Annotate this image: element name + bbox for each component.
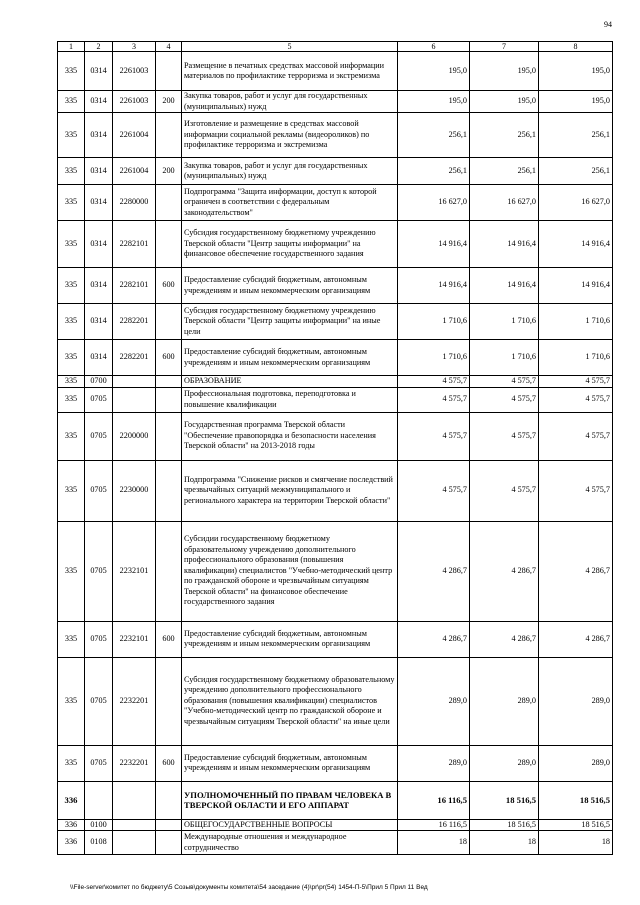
amount-cell: 4 286,7	[398, 621, 470, 657]
amount-cell: 195,0	[470, 52, 539, 91]
admin-code-cell: 336	[58, 781, 85, 819]
expense-type-cell	[156, 781, 182, 819]
section-code-cell: 0705	[85, 621, 113, 657]
amount-cell: 4 575,7	[470, 460, 539, 521]
target-code-cell: 2282201	[113, 304, 156, 340]
amount-cell: 289,0	[470, 657, 539, 745]
amount-cell: 4 575,7	[398, 460, 470, 521]
table-row	[58, 158, 613, 185]
section-code-cell: 0314	[85, 304, 113, 340]
section-code-cell: 0314	[85, 91, 113, 113]
expense-type-cell	[156, 52, 182, 91]
amount-cell: 18	[539, 831, 613, 855]
admin-code-cell: 336	[58, 831, 85, 855]
target-code-cell: 2261004	[113, 113, 156, 158]
section-code-cell: 0314	[85, 158, 113, 185]
table-row	[58, 113, 613, 158]
target-code-cell: 2282201	[113, 340, 156, 376]
admin-code-cell: 335	[58, 376, 85, 388]
target-code-cell: 2261004	[113, 158, 156, 185]
expense-type-cell: 200	[156, 91, 182, 113]
target-code-cell: 2230000	[113, 460, 156, 521]
table-row	[58, 460, 613, 521]
amount-cell: 18 516,5	[470, 819, 539, 831]
amount-cell: 16 627,0	[470, 185, 539, 221]
admin-code-cell: 335	[58, 91, 85, 113]
table-row	[58, 221, 613, 268]
section-code-cell: 0314	[85, 185, 113, 221]
section-code-cell: 0705	[85, 412, 113, 460]
amount-cell: 4 286,7	[470, 621, 539, 657]
admin-code-cell: 335	[58, 745, 85, 781]
expense-type-cell	[156, 521, 182, 621]
description-cell: Закупка товаров, работ и услуг для государственных (муниципальных) нужд	[182, 158, 398, 185]
description-cell: УПОЛНОМОЧЕННЫЙ ПО ПРАВАМ ЧЕЛОВЕКА В ТВЕРСКОЙ ОБЛАСТИ И ЕГО АППАРАТ	[182, 781, 398, 819]
expense-type-cell	[156, 831, 182, 855]
description-cell: Субсидия государственному бюджетному учреждению Тверской области "Центр защиты информации" на иные цели	[182, 304, 398, 340]
table-row	[58, 819, 613, 831]
description-cell: Профессиональная подготовка, переподготовка и повышение квалификации	[182, 387, 398, 412]
admin-code-cell: 335	[58, 387, 85, 412]
amount-cell: 289,0	[539, 657, 613, 745]
amount-cell: 4 575,7	[470, 412, 539, 460]
header-cell: 6	[398, 42, 470, 52]
target-code-cell: 2200000	[113, 412, 156, 460]
amount-cell: 289,0	[539, 745, 613, 781]
expense-type-cell	[156, 412, 182, 460]
amount-cell: 18	[470, 831, 539, 855]
description-cell: Государственная программа Тверской области "Обеспечение правопорядка и безопасности населения Тверской области" на 2013-2018 годы	[182, 412, 398, 460]
expense-type-cell	[156, 304, 182, 340]
target-code-cell: 2232201	[113, 657, 156, 745]
section-code-cell	[85, 781, 113, 819]
expense-type-cell	[156, 657, 182, 745]
expense-type-cell: 600	[156, 745, 182, 781]
admin-code-cell: 335	[58, 521, 85, 621]
admin-code-cell: 335	[58, 304, 85, 340]
section-code-cell: 0314	[85, 340, 113, 376]
amount-cell: 16 627,0	[539, 185, 613, 221]
column-numbers-row	[58, 42, 613, 52]
amount-cell: 4 575,7	[470, 376, 539, 388]
header-cell: 7	[470, 42, 539, 52]
amount-cell: 1 710,6	[398, 304, 470, 340]
expense-type-cell	[156, 185, 182, 221]
amount-cell: 16 116,5	[398, 819, 470, 831]
amount-cell: 256,1	[398, 158, 470, 185]
section-code-cell: 0108	[85, 831, 113, 855]
header-cell: 3	[113, 42, 156, 52]
target-code-cell: 2261003	[113, 52, 156, 91]
table-row	[58, 376, 613, 388]
amount-cell: 195,0	[539, 91, 613, 113]
header-cell: 5	[182, 42, 398, 52]
target-code-cell: 2232101	[113, 521, 156, 621]
description-cell: ОБРАЗОВАНИЕ	[182, 376, 398, 388]
amount-cell: 18	[398, 831, 470, 855]
section-code-cell: 0314	[85, 52, 113, 91]
section-code-cell: 0705	[85, 745, 113, 781]
expense-type-cell	[156, 376, 182, 388]
description-cell: Закупка товаров, работ и услуг для государственных (муниципальных) нужд	[182, 91, 398, 113]
amount-cell: 195,0	[539, 52, 613, 91]
admin-code-cell: 335	[58, 158, 85, 185]
amount-cell: 289,0	[398, 657, 470, 745]
table-row	[58, 52, 613, 91]
table-row	[58, 91, 613, 113]
admin-code-cell: 335	[58, 113, 85, 158]
amount-cell: 1 710,6	[470, 340, 539, 376]
target-code-cell: 2232101	[113, 621, 156, 657]
section-code-cell: 0100	[85, 819, 113, 831]
admin-code-cell: 335	[58, 221, 85, 268]
table-row	[58, 657, 613, 745]
section-code-cell: 0705	[85, 521, 113, 621]
target-code-cell: 2282101	[113, 268, 156, 304]
amount-cell: 4 286,7	[539, 621, 613, 657]
amount-cell: 18 516,5	[539, 819, 613, 831]
amount-cell: 16 116,5	[398, 781, 470, 819]
description-cell: ОБЩЕГОСУДАРСТВЕННЫЕ ВОПРОСЫ	[182, 819, 398, 831]
description-cell: Подпрограмма "Снижение рисков и смягчение последствий чрезвычайных ситуаций межмуниципального и регионального характера на территории Тверской области"	[182, 460, 398, 521]
amount-cell: 4 575,7	[539, 376, 613, 388]
header-cell: 4	[156, 42, 182, 52]
amount-cell: 1 710,6	[470, 304, 539, 340]
admin-code-cell: 336	[58, 819, 85, 831]
expense-type-cell	[156, 221, 182, 268]
amount-cell: 289,0	[398, 745, 470, 781]
admin-code-cell: 335	[58, 621, 85, 657]
section-code-cell: 0314	[85, 113, 113, 158]
amount-cell: 4 575,7	[539, 412, 613, 460]
section-code-cell: 0705	[85, 387, 113, 412]
admin-code-cell: 335	[58, 185, 85, 221]
amount-cell: 14 916,4	[470, 221, 539, 268]
amount-cell: 289,0	[470, 745, 539, 781]
description-cell: Подпрограмма "Защита информации, доступ к которой ограничен в соответствии с федеральным законодательством"	[182, 185, 398, 221]
admin-code-cell: 335	[58, 268, 85, 304]
amount-cell: 4 575,7	[539, 387, 613, 412]
amount-cell: 16 627,0	[398, 185, 470, 221]
table-row	[58, 521, 613, 621]
admin-code-cell: 335	[58, 52, 85, 91]
section-code-cell: 0314	[85, 221, 113, 268]
file-path-footer: \\File-server\комитет по бюджету\5 Созыв\документы комитета\54 заседание (4)\pr\pr(54) 1454-П-5\Прил 5 Прил 11 Вед	[70, 884, 428, 891]
target-code-cell	[113, 831, 156, 855]
amount-cell: 14 916,4	[470, 268, 539, 304]
expense-type-cell: 200	[156, 158, 182, 185]
section-code-cell: 0314	[85, 268, 113, 304]
budget-table	[57, 41, 613, 855]
header-cell: 8	[539, 42, 613, 52]
amount-cell: 14 916,4	[398, 221, 470, 268]
expense-type-cell: 600	[156, 268, 182, 304]
section-code-cell: 0705	[85, 657, 113, 745]
table-row	[58, 412, 613, 460]
amount-cell: 4 286,7	[539, 521, 613, 621]
amount-cell: 256,1	[470, 113, 539, 158]
description-cell: Субсидия государственному бюджетному учреждению Тверской области "Центр защиты информации" на финансовое обеспечение государственного задания	[182, 221, 398, 268]
amount-cell: 4 286,7	[470, 521, 539, 621]
amount-cell: 256,1	[539, 113, 613, 158]
amount-cell: 14 916,4	[539, 221, 613, 268]
header-cell: 1	[58, 42, 85, 52]
section-code-cell: 0705	[85, 460, 113, 521]
description-cell: Международные отношения и международное сотрудничество	[182, 831, 398, 855]
amount-cell: 4 575,7	[470, 387, 539, 412]
description-cell: Изготовление и размещение в средствах массовой информации социальной рекламы (видеороликов) по профилактике терроризма и экстремизма	[182, 113, 398, 158]
description-cell: Предоставление субсидий бюджетным, автономным учреждениям и иным некоммерческим организациям	[182, 268, 398, 304]
amount-cell: 4 575,7	[398, 376, 470, 388]
target-code-cell: 2280000	[113, 185, 156, 221]
target-code-cell	[113, 781, 156, 819]
amount-cell: 256,1	[470, 158, 539, 185]
table-row	[58, 831, 613, 855]
amount-cell: 1 710,6	[398, 340, 470, 376]
expense-type-cell	[156, 460, 182, 521]
amount-cell: 14 916,4	[539, 268, 613, 304]
page-number: 94	[604, 20, 612, 29]
expense-type-cell	[156, 387, 182, 412]
admin-code-cell: 335	[58, 657, 85, 745]
table-row	[58, 340, 613, 376]
expense-type-cell	[156, 113, 182, 158]
amount-cell: 4 575,7	[398, 387, 470, 412]
amount-cell: 1 710,6	[539, 304, 613, 340]
table-row	[58, 745, 613, 781]
header-cell: 2	[85, 42, 113, 52]
expense-type-cell	[156, 819, 182, 831]
target-code-cell: 2261003	[113, 91, 156, 113]
amount-cell: 14 916,4	[398, 268, 470, 304]
description-cell: Предоставление субсидий бюджетным, автономным учреждениям и иным некоммерческим организациям	[182, 745, 398, 781]
amount-cell: 256,1	[539, 158, 613, 185]
amount-cell: 195,0	[470, 91, 539, 113]
target-code-cell	[113, 376, 156, 388]
table-row	[58, 621, 613, 657]
table-row	[58, 781, 613, 819]
table-row	[58, 185, 613, 221]
section-code-cell: 0700	[85, 376, 113, 388]
description-cell: Субсидия государственному бюджетному образовательному учреждению дополнительного профессионального образования (повышения квалификации) специалистов "Учебно-методический центр по гражданской обороне и чрезвычайным ситуациям Тверской области" на иные цели	[182, 657, 398, 745]
target-code-cell	[113, 819, 156, 831]
table-row	[58, 387, 613, 412]
expense-type-cell: 600	[156, 340, 182, 376]
amount-cell: 195,0	[398, 91, 470, 113]
amount-cell: 4 575,7	[398, 412, 470, 460]
admin-code-cell: 335	[58, 460, 85, 521]
target-code-cell	[113, 387, 156, 412]
amount-cell: 18 516,5	[539, 781, 613, 819]
description-cell: Субсидии государственному бюджетному образовательному учреждению дополнительного профессионального образования (повышения квалификации) специалистов "Учебно-методический центр по гражданской обороне и чрезвычайным ситуациям Тверской области" на финансовое обеспечение государственного задания	[182, 521, 398, 621]
amount-cell: 256,1	[398, 113, 470, 158]
expense-type-cell: 600	[156, 621, 182, 657]
target-code-cell: 2282101	[113, 221, 156, 268]
description-cell: Предоставление субсидий бюджетным, автономным учреждениям и иным некоммерческим организациям	[182, 340, 398, 376]
admin-code-cell: 335	[58, 412, 85, 460]
amount-cell: 1 710,6	[539, 340, 613, 376]
amount-cell: 4 286,7	[398, 521, 470, 621]
amount-cell: 18 516,5	[470, 781, 539, 819]
description-cell: Предоставление субсидий бюджетным, автономным учреждениям и иным некоммерческим организациям	[182, 621, 398, 657]
admin-code-cell: 335	[58, 340, 85, 376]
table-row	[58, 304, 613, 340]
amount-cell: 4 575,7	[539, 460, 613, 521]
table-row	[58, 268, 613, 304]
description-cell: Размещение в печатных средствах массовой информации материалов по профилактике терроризма и экстремизма	[182, 52, 398, 91]
amount-cell: 195,0	[398, 52, 470, 91]
target-code-cell: 2232201	[113, 745, 156, 781]
